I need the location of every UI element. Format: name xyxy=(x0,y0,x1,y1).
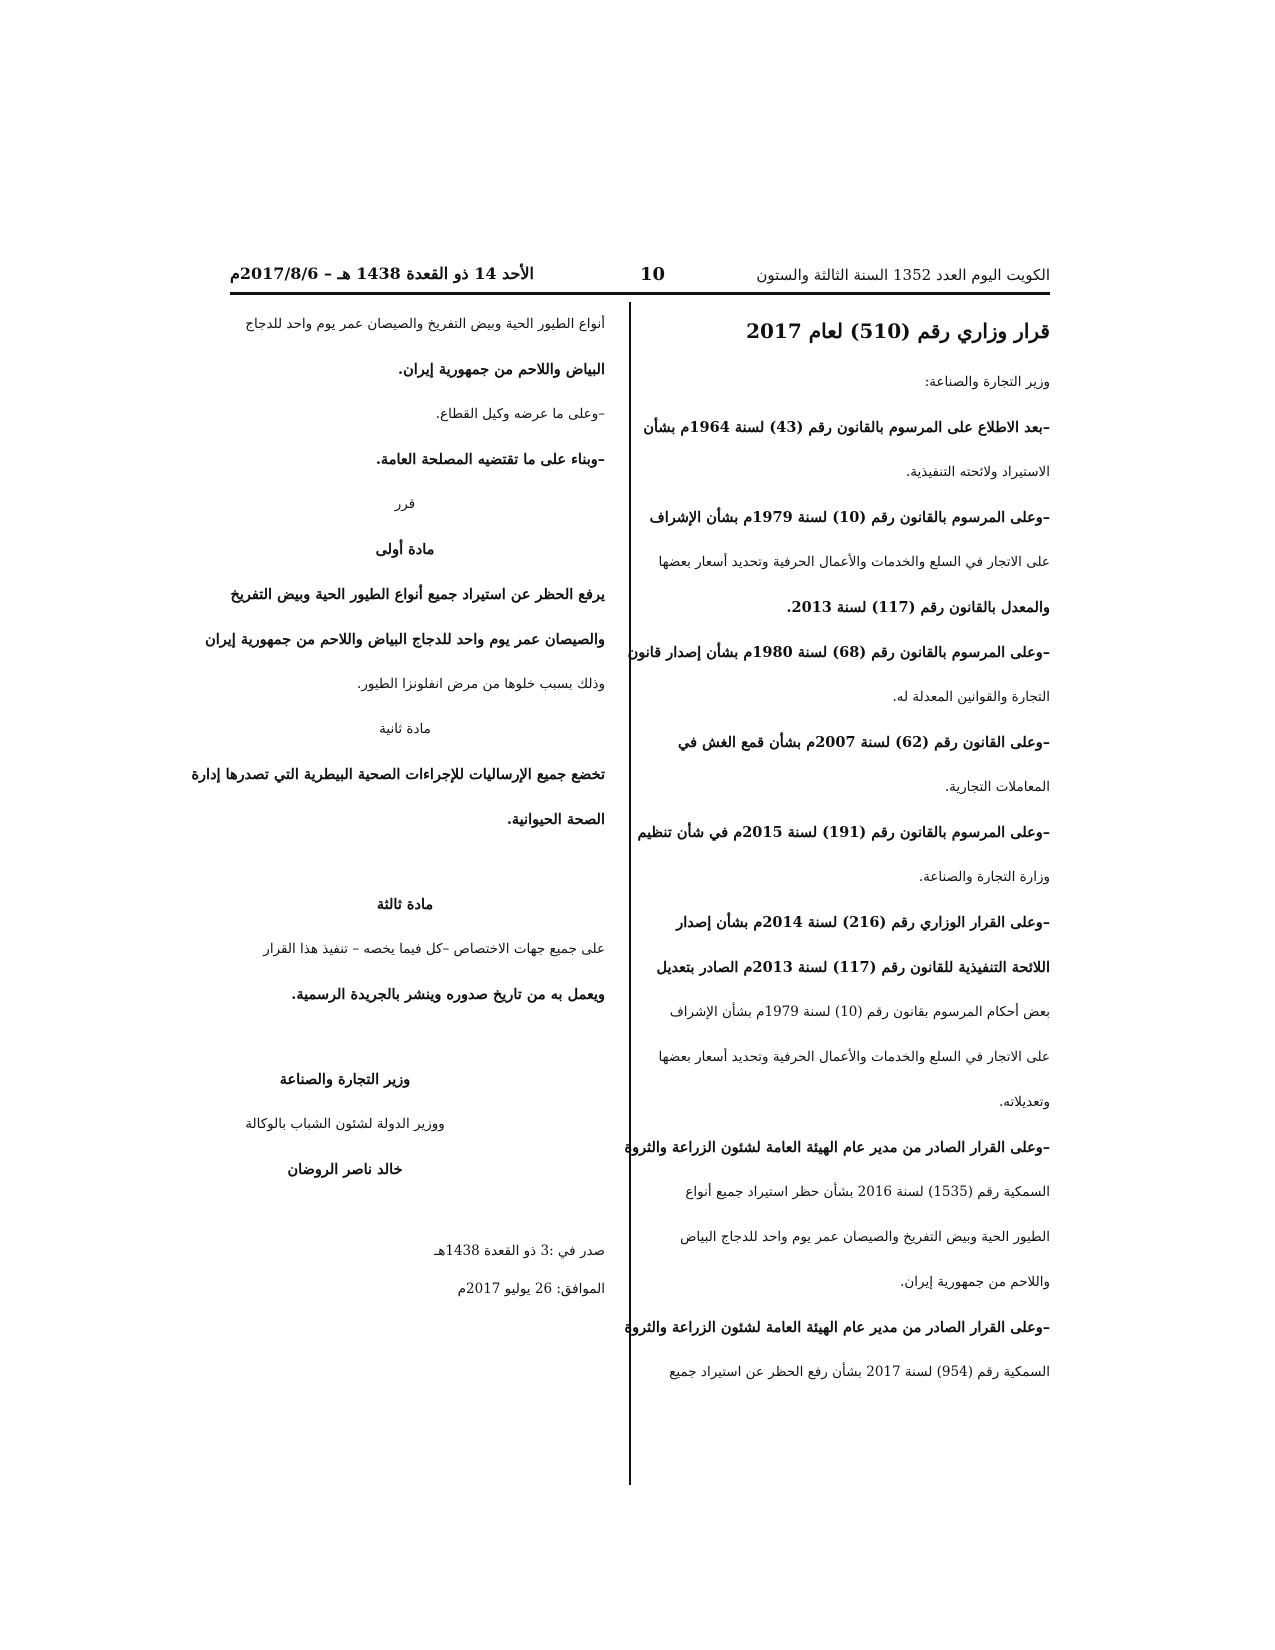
text-line: –وعلى القانون رقم (62) لسنة 2007م بشأن قمع الغش في xyxy=(678,734,1050,751)
right-column xyxy=(624,302,1050,1395)
article3-heading: مادة ثالثة xyxy=(376,896,434,913)
text-line: –بعد الاطلاع على المرسوم بالقانون رقم (43) لسنة 1964م بشأن xyxy=(643,419,1050,436)
signatory-name: خالد ناصر الروضان xyxy=(287,1161,403,1178)
text-line: ويعمل به من تاريخ صدوره وينشر بالجريدة الرسمية. xyxy=(291,986,605,1003)
text-line: وتعديلاته. xyxy=(999,1094,1050,1110)
text-line: والصيصان عمر يوم واحد للدجاج البياض واللاحم من جمهورية إيران xyxy=(205,631,605,648)
text-line: التجارة والقوانين المعدلة له. xyxy=(892,689,1050,705)
text-line: اللائحة التنفيذية للقانون رقم (117) لسنة 2013م الصادر بتعديل xyxy=(656,959,1050,976)
text-line: تخضع جميع الإرساليات للإجراءات الصحية البيطرية التي تصدرها إدارة xyxy=(191,766,605,783)
text-line: وزير التجارة والصناعة: xyxy=(924,374,1050,390)
text-line: أنواع الطيور الحية وبيض التفريخ والصيصان عمر يوم واحد للدجاج xyxy=(245,316,605,332)
text-line: السمكية رقم (1535) لسنة 2016 بشأن حظر استيراد جميع أنواع xyxy=(685,1184,1050,1200)
text-line: يرفع الحظر عن استيراد جميع أنواع الطيور الحية وبيض التفريخ xyxy=(230,586,605,603)
text-line: والمعدل بالقانون رقم (117) لسنة 2013. xyxy=(786,599,1050,616)
text-line: بعض أحكام المرسوم بقانون رقم (10) لسنة 1979م بشأن الإشراف xyxy=(669,1004,1050,1020)
text-line: –وعلى المرسوم بالقانون رقم (10) لسنة 1979م بشأن الإشراف xyxy=(649,509,1050,526)
signature-title: وزير التجارة والصناعة xyxy=(279,1071,411,1088)
text-line: على الاتجار في السلع والخدمات والأعمال الحرفية وتحديد أسعار بعضها xyxy=(658,1049,1050,1065)
text-line: –وبناء على ما تقتضيه المصلحة العامة. xyxy=(375,451,605,468)
decided-label: قرر xyxy=(394,496,416,512)
page-header xyxy=(230,262,1050,292)
text-line: الطيور الحية وبيض التفريخ والصيصان عمر يوم واحد للدجاج البياض xyxy=(680,1229,1050,1245)
text-line: البياض واللاحم من جمهورية إيران. xyxy=(398,361,605,378)
signature-title: ووزير الدولة لشئون الشباب بالوكالة xyxy=(245,1116,445,1132)
page-number: 10 xyxy=(640,264,666,285)
article1-heading: مادة أولى xyxy=(375,541,435,558)
text-line: –وعلى القرار الصادر من مدير عام الهيئة العامة لشئون الزراعة والثروة xyxy=(624,1139,1050,1156)
text-line: –وعلى المرسوم بالقانون رقم (68) لسنة 1980م بشأن إصدار قانون xyxy=(627,644,1050,661)
issued-date-gregorian: الموافق: 26 يوليو 2017م xyxy=(457,1281,605,1297)
left-column xyxy=(191,302,605,1308)
text-line: الصحة الحيوانية. xyxy=(506,811,605,828)
text-line: –وعلى القرار الصادر من مدير عام الهيئة العامة لشئون الزراعة والثروة xyxy=(624,1319,1050,1336)
text-line: السمكية رقم (954) لسنة 2017 بشأن رفع الحظر عن استيراد جميع xyxy=(669,1364,1050,1380)
text-line: –وعلى المرسوم بالقانون رقم (191) لسنة 2015م في شأن تنظيم xyxy=(637,824,1050,841)
text-line: –وعلى القرار الوزاري رقم (216) لسنة 2014م بشأن إصدار xyxy=(676,914,1050,931)
text-line: المعاملات التجارية. xyxy=(944,779,1050,795)
decision-title: قرار وزاري رقم (510) لعام 2017 xyxy=(746,319,1050,343)
text-line: الاستيراد ولائحته التنفيذية. xyxy=(906,464,1050,480)
text-line: واللاحم من جمهورية إيران. xyxy=(900,1274,1050,1290)
header-rule xyxy=(230,292,1050,295)
article2-heading: مادة ثانية xyxy=(379,721,431,737)
text-line: وزارة التجارة والصناعة. xyxy=(918,869,1050,885)
text-line: وذلك بسبب خلوها من مرض انفلونزا الطيور. xyxy=(357,676,605,692)
issue-info: الكويت اليوم العدد 1352 السنة الثالثة والستون xyxy=(756,266,1050,284)
text-line: على جميع جهات الاختصاص –كل فيما يخصه – تنفيذ هذا القرار xyxy=(263,941,605,957)
issued-date-hijri: صدر في :3 ذو القعدة 1438هـ xyxy=(434,1243,605,1259)
text-line: –وعلى ما عرضه وكيل القطاع. xyxy=(435,406,605,422)
text-line: على الاتجار في السلع والخدمات والأعمال الحرفية وتحديد أسعار بعضها xyxy=(658,554,1050,570)
issue-date: الأحد 14 ذو القعدة 1438 هـ – 2017/8/6م xyxy=(230,264,534,283)
